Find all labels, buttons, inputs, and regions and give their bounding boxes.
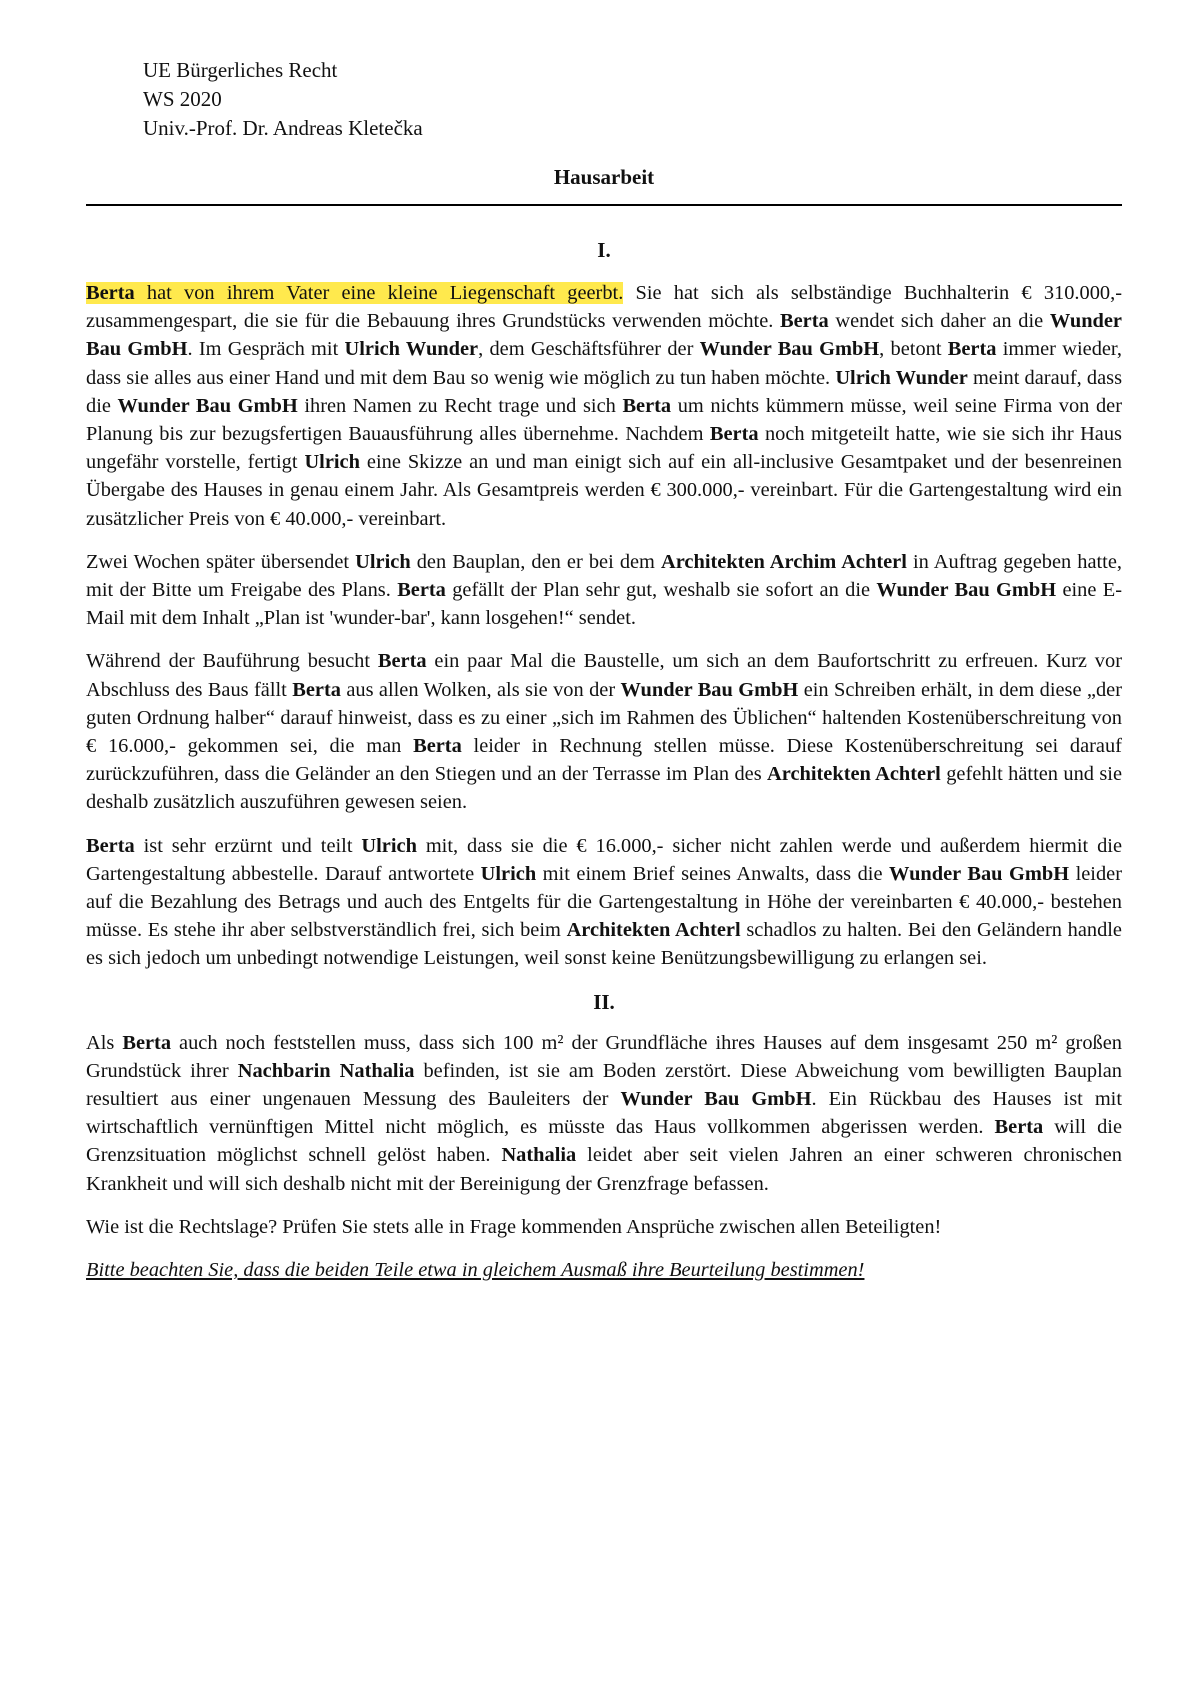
- name-nathalia: Nathalia: [501, 1144, 577, 1167]
- term: WS 2020: [143, 87, 222, 111]
- name-nathalia: Nachbarin Nathalia: [237, 1059, 415, 1082]
- highlighted-sentence: Berta hat von ihrem Vater eine kleine Liegenschaft geerbt.: [86, 282, 624, 304]
- professor-name: Univ.-Prof. Dr. Andreas Kletečka: [143, 116, 423, 140]
- name-berta: Berta: [413, 735, 462, 758]
- name-berta: Berta: [292, 678, 341, 701]
- name-wunder-bau-gmbh: Wunder Bau GmbH: [86, 310, 1122, 361]
- name-berta: Berta: [947, 338, 997, 361]
- name-ulrich-wunder: Ulrich Wunder: [344, 338, 479, 361]
- name-wunder-bau-gmbh: Wunder Bau GmbH: [889, 862, 1070, 885]
- section-heading-1: I.: [597, 238, 611, 262]
- name-ulrich-wunder: Ulrich Wunder: [835, 366, 968, 389]
- document-page: [86, 56, 1122, 1284]
- name-berta: Berta: [780, 310, 829, 333]
- document-title: Hausarbeit: [553, 165, 655, 189]
- name-berta: Berta: [377, 650, 427, 673]
- paragraph-2: Zwei Wochen später übersendet Ulrich den Bauplan, den er bei dem Architekten Archim Achterl in Auftrag gegeben hatte, mit der Bitte um Freigabe des Plans. Berta gefällt der Plan sehr gut, weshalb sie sofort an die Wunder Bau GmbH eine E-Mail mit dem Inhalt „Plan ist 'wunder-bar', kann losgehen!“ sendet.: [86, 550, 1123, 630]
- name-architekt-achterl: Architekten Archim Achterl: [661, 550, 907, 573]
- paragraph-1: Berta hat von ihrem Vater eine kleine Liegenschaft geerbt. Sie hat sich als selbständige Buchhalterin € 310.000,- zusammengespart, die sie für die Bebauung ihres Grundstücks verwenden möchte. Berta wendet sich daher an die Wunder Bau GmbH. Im Gespräch mit Ulrich Wunder, dem Geschäftsführer der Wunder Bau GmbH, betont Berta immer wieder, dass sie alles aus einer Hand und mit dem Bau so wenig wie möglich zu tun haben möchte. Ulrich Wunder meint darauf, dass die Wunder Bau GmbH ihren Namen zu Recht trage und sich Berta um nichts kümmern müsse, weil seine Firma von der Planung bis zur bezugsfertigen Bauausführung alles übernehme. Nachdem Berta noch mitgeteilt hatte, wie sie sich ihr Haus ungefähr vorstelle, fertigt Ulrich eine Skizze an und man einigt sich auf ein all-inclusive Gesamtpaket und der besenreinen Übergabe des Hauses in genau einem Jahr. Als Gesamtpreis werden € 300.000,- vereinbart. Für die Gartengestaltung wird ein zusätzlicher Preis von € 40.000,- vereinbart.: [86, 282, 1123, 530]
- question-paragraph: Wie ist die Rechtslage? Prüfen Sie stets alle in Frage kommenden Ansprüche zwischen allen Beteiligten!: [86, 1215, 942, 1238]
- name-ulrich: Ulrich: [304, 451, 360, 474]
- name-ulrich: Ulrich: [361, 834, 417, 857]
- grading-note: Bitte beachten Sie, dass die beiden Teile etwa in gleichem Ausmaß ihre Beurteilung bestimmen!: [86, 1259, 865, 1282]
- name-ulrich: Ulrich: [355, 550, 411, 573]
- paragraph-5: Als Berta auch noch feststellen muss, dass sich 100 m² der Grundfläche ihres Hauses auf dem insgesamt 250 m² großen Grundstück ihrer Nachbarin Nathalia befinden, ist sie am Boden zerstört. Diese Abweichung vom bewilligten Bauplan resultiert aus einer ungenauen Messung des Bauleiters der Wunder Bau GmbH. Ein Rückbau des Hauses ist mit wirtschaftlich vernünftigen Mittel nicht möglich, es müsste das Haus vollkommen abgerissen werden. Berta will die Grenzsituation möglichst schnell gelöst haben. Nathalia leidet aber seit vielen Jahren an einer schweren chronischen Krankheit und will sich deshalb nicht mit der Bereinigung der Grenzfrage befassen.: [86, 1031, 1123, 1195]
- name-berta: Berta: [622, 394, 672, 417]
- name-ulrich: Ulrich: [480, 862, 537, 885]
- name-architekt-achterl: Architekten Achterl: [767, 763, 941, 786]
- name-berta: Berta: [86, 282, 135, 304]
- name-wunder-bau-gmbh: Wunder Bau GmbH: [876, 579, 1057, 602]
- name-architekt-achterl: Architekten Achterl: [566, 919, 741, 942]
- name-wunder-bau-gmbh: Wunder Bau GmbH: [699, 338, 880, 361]
- course-name: UE Bürgerliches Recht: [143, 58, 338, 82]
- paragraph-3: Während der Bauführung besucht Berta ein paar Mal die Baustelle, um sich an dem Baufortschritt zu erfreuen. Kurz vor Abschluss des Baus fällt Berta aus allen Wolken, als sie von der Wunder Bau GmbH ein Schreiben erhält, in dem diese „der guten Ordnung halber“ darauf hinweist, dass es zu einer „sich im Rahmen des Üblichen“ haltenden Kostenüberschreitung von € 16.000,- gekommen sei, die man Berta leider in Rechnung stellen müsse. Diese Kostenüberschreitung sei darauf zurückzuführen, dass die Geländer an den Stiegen und an der Terrasse im Plan des Architekten Achterl gefehlt hätten und sie deshalb zusätzlich auszuführen gewesen seien.: [86, 650, 1123, 814]
- name-berta: Berta: [709, 423, 759, 446]
- section-heading-2: II.: [593, 989, 615, 1014]
- title-divider: [86, 204, 1122, 206]
- document-header: [86, 56, 1122, 143]
- paragraph-4: Berta ist sehr erzürnt und teilt Ulrich mit, dass sie die € 16.000,- sicher nicht zahlen werde und außerdem hiermit die Gartengestaltung abbestelle. Darauf antwortete Ulrich mit einem Brief seines Anwalts, dass die Wunder Bau GmbH leider auf die Bezahlung des Betrags und auch des Entgelts für die Gartengestaltung in Höhe der vereinbarten € 40.000,- bestehen müsse. Es stehe ihr aber selbstverständlich frei, sich beim Architekten Achterl schadlos zu halten. Bei den Geländern handle es sich jedoch um unbedingt notwendige Leistungen, weil sonst keine Benützungsbewilligung zu erlangen sei.: [86, 834, 1123, 970]
- name-wunder-bau-gmbh: Wunder Bau GmbH: [620, 678, 799, 701]
- name-berta: Berta: [397, 579, 446, 602]
- name-berta: Berta: [86, 834, 135, 857]
- name-berta: Berta: [122, 1031, 172, 1054]
- name-wunder-bau-gmbh: Wunder Bau GmbH: [117, 394, 298, 417]
- name-berta: Berta: [994, 1116, 1044, 1139]
- name-wunder-bau-gmbh: Wunder Bau GmbH: [620, 1088, 812, 1111]
